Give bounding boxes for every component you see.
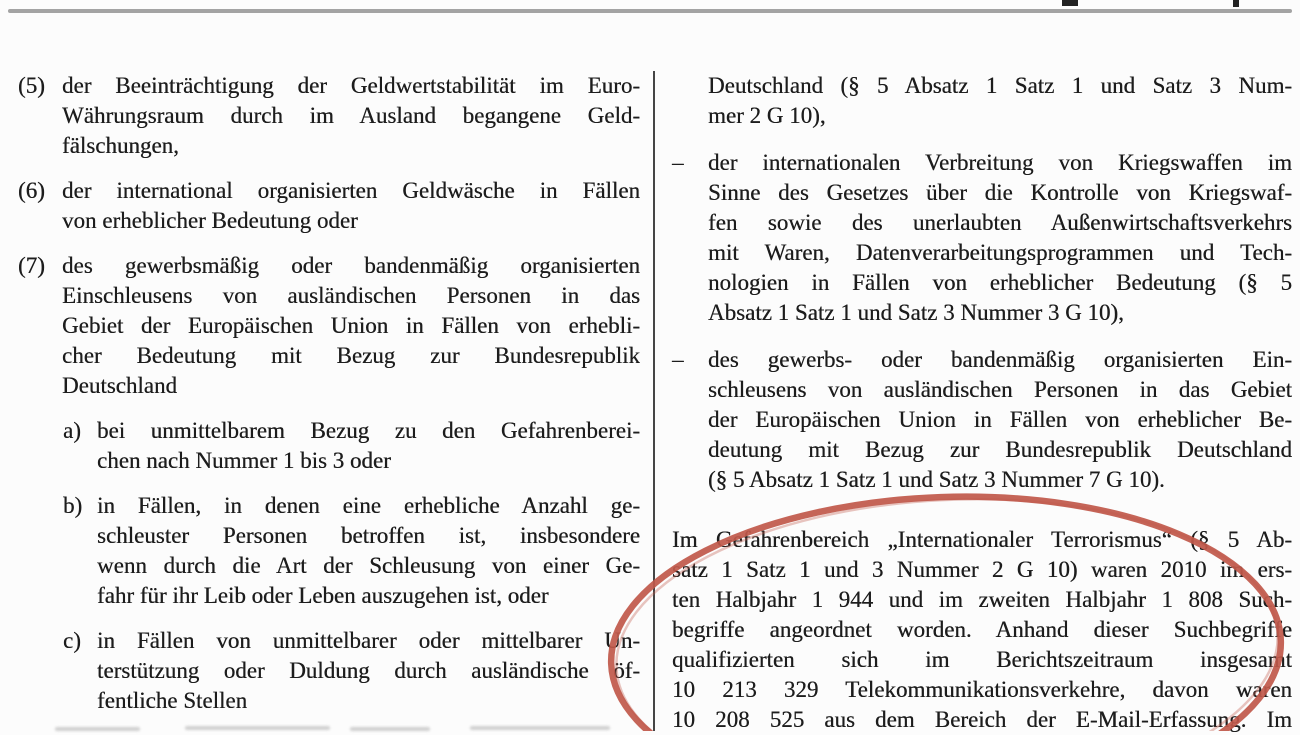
text-line: Einschleusens von ausländischen Personen in das	[62, 283, 640, 308]
text-line: qualifizierten sich im Berichtszeitraum insgesamt	[672, 647, 1292, 672]
clipped-header-text-artifact	[1062, 0, 1078, 6]
text-line: des gewerbs- oder bandenmäßig organisierten Ein-	[708, 347, 1292, 372]
continued-paragraph	[672, 71, 1292, 131]
text-line: fahr für ihr Leib oder Leben auszugehen ist, oder	[97, 583, 549, 608]
text-line: nologien in Fällen von erheblicher Bedeutung (§ 5	[708, 270, 1292, 295]
text-line: deutung mit Bezug zur Bundesrepublik Deutschland	[708, 437, 1292, 462]
item-number: (5)	[18, 73, 45, 98]
left-column	[18, 71, 640, 731]
text-line: cher Bedeutung mit Bezug zur Bundesrepublik	[62, 343, 640, 368]
text-line: Währungsraum durch im Ausland begangene Geld-	[62, 103, 640, 128]
text-line: von erheblicher Bedeutung oder	[62, 208, 358, 233]
numbered-item-5	[18, 71, 640, 161]
text-line: Gebiet der Europäischen Union in Fällen von erhebli-	[62, 313, 640, 338]
lettered-item-b	[63, 491, 640, 611]
text-line: 10 208 525 aus dem Bereich der E-Mail-Erfassung. Im	[672, 707, 1292, 732]
paragraph-terrorismus-statistics	[672, 525, 1292, 735]
text-line: bei unmittelbarem Bezug zu den Gefahrenberei-	[97, 418, 640, 443]
item-letter: c)	[63, 628, 81, 653]
text-line: der internationalen Verbreitung von Kriegswaffen im	[708, 150, 1292, 175]
text-line: schleusens von ausländischen Personen in das Gebiet	[708, 377, 1292, 402]
text-line: wenn durch die Art der Schleusung von einer Ge-	[97, 553, 640, 578]
text-line: des gewerbsmäßig oder bandenmäßig organisierten	[62, 253, 640, 278]
bullet-item-einschleusen	[672, 345, 1292, 495]
text-line: in Fällen von unmittelbarer oder mittelbarer Un-	[97, 628, 640, 653]
text-line: Deutschland	[62, 373, 177, 398]
item-number: (7)	[18, 253, 45, 278]
text-line: schleuster Personen betroffen ist, insbesondere	[97, 523, 640, 548]
text-line: 10 213 329 Telekommunikationsverkehre, davon waren	[672, 677, 1292, 702]
dash-bullet: –	[672, 347, 684, 372]
text-line: der Europäischen Union in Fällen von erheblicher Be-	[708, 407, 1292, 432]
column-divider	[653, 71, 655, 731]
lettered-item-a	[63, 416, 640, 476]
clipped-header-text-artifact	[1233, 0, 1239, 7]
clipped-text-artifact	[350, 727, 430, 731]
text-line: satz 1 Satz 1 und 3 Nummer 2 G 10) waren 2010 im ers-	[672, 557, 1292, 582]
clipped-text-artifact	[55, 727, 140, 731]
text-line: Absatz 1 Satz 1 und Satz 3 Nummer 3 G 10),	[708, 300, 1124, 325]
clipped-text-artifact	[185, 726, 330, 730]
text-line: fentliche Stellen	[97, 688, 248, 713]
text-line: Im Gefahrenbereich „Internationaler Terrorismus“ (§ 5 Ab-	[672, 527, 1292, 552]
text-line: mit Waren, Datenverarbeitungsprogrammen und Tech-	[708, 240, 1292, 265]
numbered-item-7	[18, 251, 640, 401]
text-line: fälschungen,	[62, 133, 179, 158]
item-letter: b)	[63, 493, 83, 518]
lettered-item-c	[63, 626, 640, 716]
header-rule	[8, 9, 1292, 13]
clipped-text-artifact	[470, 726, 610, 730]
right-column	[672, 71, 1292, 735]
text-line: der Beeinträchtigung der Geldwertstabilität im Euro-	[62, 73, 640, 98]
text-line: begriffe angeordnet worden. Anhand dieser Suchbegriffe	[672, 617, 1292, 642]
text-line: terstützung oder Duldung durch ausländische öf-	[97, 658, 640, 683]
text-line: Deutschland (§ 5 Absatz 1 Satz 1 und Satz 3 Num-	[708, 73, 1292, 98]
bullet-item-kriegswaffen	[672, 148, 1292, 328]
text-line: mer 2 G 10),	[708, 103, 826, 128]
text-line: fen sowie des unerlaubten Außenwirtschaftsverkehrs	[708, 210, 1292, 235]
text-line: der international organisierten Geldwäsche in Fällen	[62, 178, 640, 203]
text-line: in Fällen, in denen eine erhebliche Anzahl ge-	[97, 493, 640, 518]
numbered-item-6	[18, 176, 640, 236]
text-line: (§ 5 Absatz 1 Satz 1 und Satz 3 Nummer 7 G 10).	[708, 467, 1165, 492]
item-number: (6)	[18, 178, 45, 203]
text-line: chen nach Nummer 1 bis 3 oder	[97, 448, 391, 473]
item-letter: a)	[63, 418, 81, 443]
text-line: ten Halbjahr 1 944 und im zweiten Halbjahr 1 808 Such-	[672, 587, 1292, 612]
text-line: Sinne des Gesetzes über die Kontrolle von Kriegswaf-	[708, 180, 1292, 205]
dash-bullet: –	[672, 150, 684, 175]
